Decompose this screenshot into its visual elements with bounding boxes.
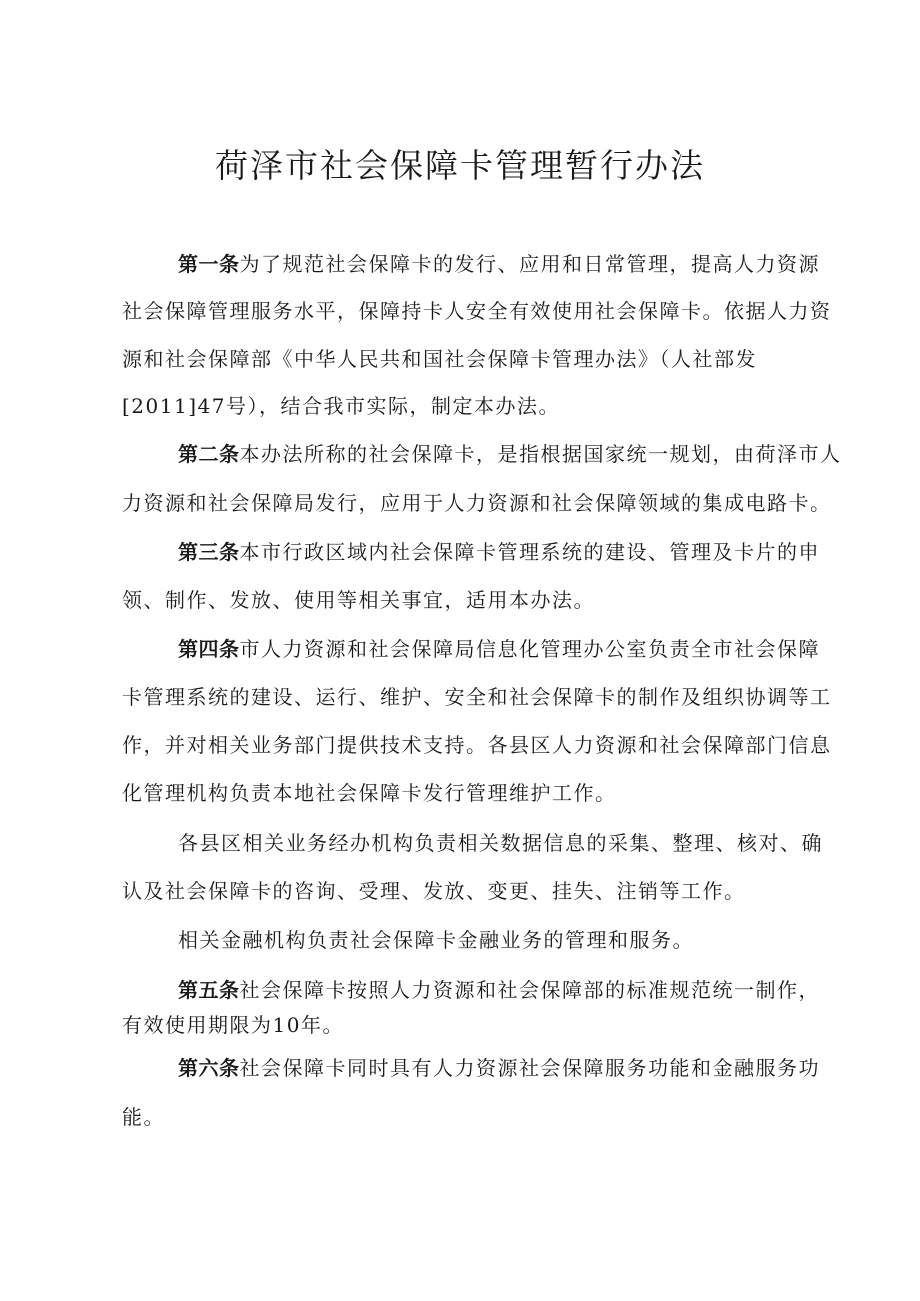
article-2-line-2: 力资源和社会保障局发行，应用于人力资源和社会保障领域的集成电路卡。 xyxy=(122,491,832,515)
article-1-text-1: 为了规范社会保障卡的发行、应用和日常管理，提高人力资源 xyxy=(239,252,820,276)
article-3-line-2: 领、制作、发放、使用等相关事宜，适用本办法。 xyxy=(122,588,595,612)
article-4-heading: 第四条 xyxy=(178,637,240,661)
article-4-line-3: 作，并对相关业务部门提供技术支持。各县区人力资源和社会保障部门信息 xyxy=(122,733,832,757)
article-1-line-4: [2011]47号），结合我市实际，制定本办法。 xyxy=(122,394,560,418)
article-6-line-2: 能。 xyxy=(122,1105,165,1129)
article-2-text-1: 本办法所称的社会保障卡，是指根据国家统一规划，由荷泽市人 xyxy=(239,442,842,466)
article-4-para-2-line-1: 各县区相关业务经办机构负责相关数据信息的采集、整理、核对、确 xyxy=(178,831,823,855)
article-1-line-2: 社会保障管理服务水平，保障持卡人安全有效使用社会保障卡。依据人力资 xyxy=(122,299,832,323)
article-5-line-2: 有效使用期限为10年。 xyxy=(122,1013,344,1037)
article-1-line-3: 源和社会保障部《中华人民共和国社会保障卡管理办法》（人社部发 xyxy=(122,347,757,371)
article-3-line-1 xyxy=(178,537,898,567)
article-4-line-1 xyxy=(178,634,898,664)
article-2-line-1 xyxy=(178,439,898,469)
article-4-para-3-line-1: 相关金融机构负责社会保障卡金融业务的管理和服务。 xyxy=(178,928,694,952)
article-3-heading: 第三条 xyxy=(178,540,240,564)
article-3-text-1: 本市行政区域内社会保障卡管理系统的建设、管理及卡片的申 xyxy=(239,540,820,564)
article-4-text-1: 市人力资源和社会保障局信息化管理办公室负责全市社会保障 xyxy=(239,637,820,661)
article-5-heading: 第五条 xyxy=(178,978,240,1002)
article-5-line-1 xyxy=(178,975,898,1005)
article-1-heading: 第一条 xyxy=(178,252,240,276)
document-title: 荷泽市社会保障卡管理暂行办法 xyxy=(215,146,705,185)
article-6-line-1 xyxy=(178,1053,898,1083)
article-4-para-2-line-2: 认及社会保障卡的咨询、受理、发放、变更、挂失、注销等工作。 xyxy=(122,879,746,903)
article-4-line-4: 化管理机构负责本地社会保障卡发行管理维护工作。 xyxy=(122,781,617,805)
article-6-text-1: 社会保障卡同时具有人力资源社会保障服务功能和金融服务功 xyxy=(239,1056,820,1080)
article-5-text-1: 社会保障卡按照人力资源和社会保障部的标准规范统一制作， xyxy=(239,978,820,1002)
article-6-heading: 第六条 xyxy=(178,1056,240,1080)
article-4-line-2: 卡管理系统的建设、运行、维护、安全和社会保障卡的制作及组织协调等工 xyxy=(122,685,832,709)
article-1-line-1 xyxy=(178,249,898,279)
article-2-heading: 第二条 xyxy=(178,442,240,466)
